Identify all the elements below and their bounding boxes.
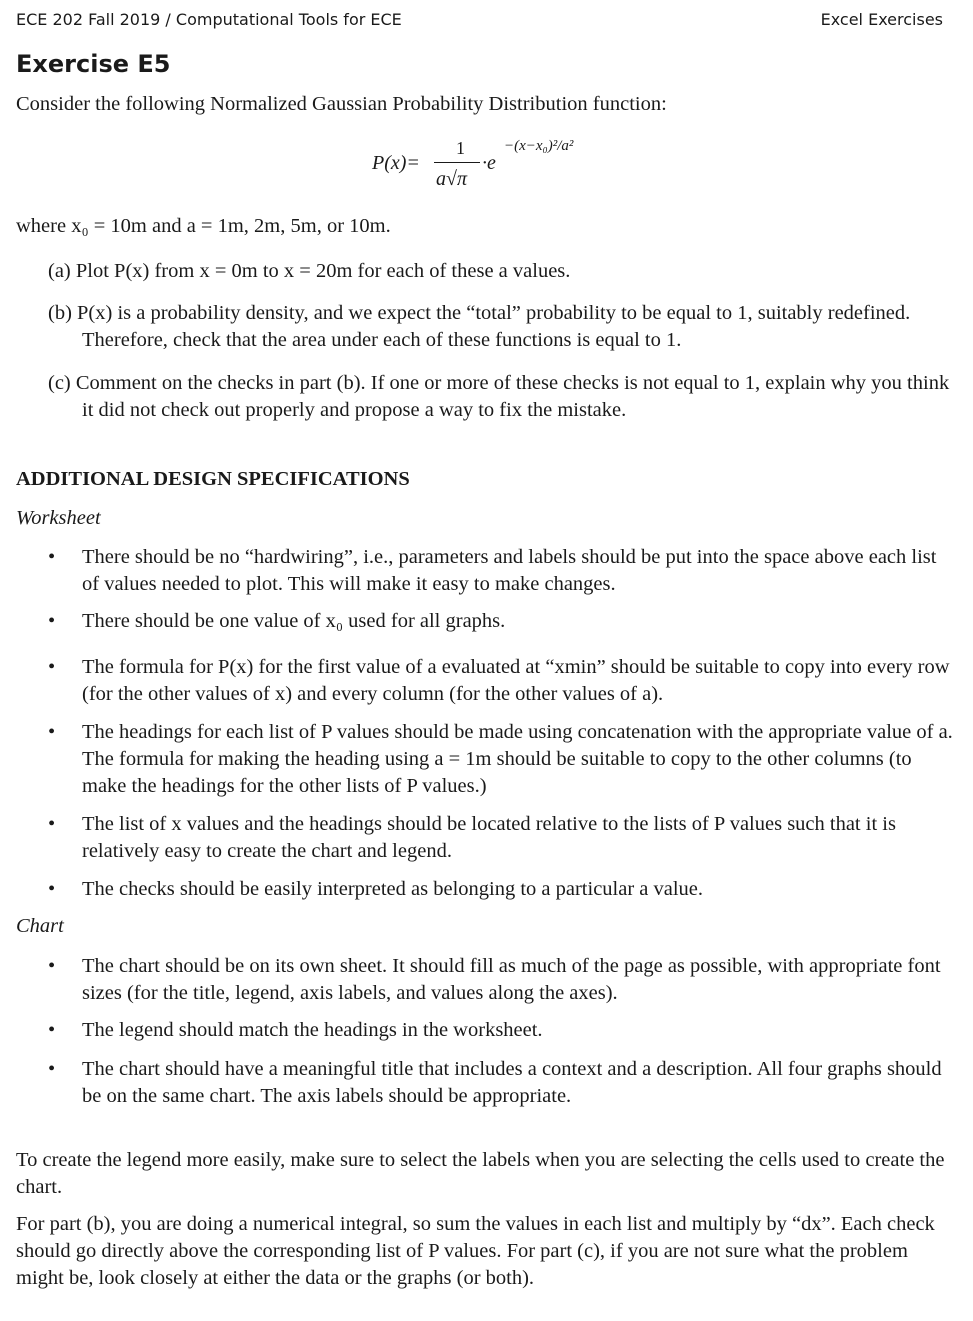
chart-bullet-3: The chart should have a meaningful title that includes a context and a description. All four graphs should be on the same chart. The axis labels should be appropriate. — [82, 1058, 942, 1107]
part-c: (c) Comment on the checks in part (b). If one or more of these checks is not equal to 1, explain why you think it did not check out properly and propose a way to fix the mistake. — [48, 372, 950, 421]
design-heading: ADDITIONAL DESIGN SPECIFICATIONS — [16, 468, 410, 490]
part-a: (a) Plot P(x) from x = 0m to x = 20m for each of these a values. — [48, 260, 571, 282]
formula-denominator: a√π — [436, 168, 467, 190]
exercise-title: Exercise E5 — [16, 50, 171, 78]
fraction-bar — [434, 162, 480, 163]
header-section: Excel Exercises — [820, 10, 943, 29]
closing-paragraph-2: For part (b), you are doing a numerical integral, so sum the values in each list and multiply by “dx”. Each check should go directly above the corresponding list of P values. For part (c), if you are not sure what the problem might be, look closely at either the data or the graphs (or both). — [16, 1213, 935, 1289]
worksheet-bullet-3: The formula for P(x) for the first value of a evaluated at “xmin” should be suitable to copy into every row (for the other values of x) and every column (for the other values of a). — [82, 656, 950, 705]
gaussian-formula — [370, 136, 630, 198]
chart-heading: Chart — [16, 915, 64, 937]
formula-lhs: P(x)= — [372, 152, 420, 174]
where-text: where x₀ = 10m and a = 1m, 2m, 5m, or 10m. — [16, 215, 391, 237]
closing-paragraph-1: To create the legend more easily, make sure to select the labels when you are selecting the cells used to create the chart. — [16, 1149, 945, 1198]
worksheet-bullet-4: The headings for each list of P values should be made using concatenation with the appropriate value of a. The formula for making the heading using a = 1m should be suitable to copy to the other columns (to make the headings for the other lists of P values.) — [82, 721, 953, 797]
intro-text: Consider the following Normalized Gaussian Probability Distribution function: — [16, 93, 667, 115]
page-header — [16, 10, 943, 32]
worksheet-bullet-1: There should be no “hardwiring”, i.e., parameters and labels should be put into the space above each list of values needed to plot. This will make it easy to make changes. — [82, 546, 937, 595]
chart-bullet-2: The legend should match the headings in the worksheet. — [82, 1019, 543, 1041]
formula-numerator: 1 — [456, 138, 465, 158]
chart-bullet-1: The chart should be on its own sheet. It should fill as much of the page as possible, with appropriate font sizes (for the title, legend, axis labels, and values along the axes). — [82, 955, 941, 1004]
formula-exponent: −(x−x₀)²/a² — [504, 138, 574, 154]
worksheet-bullet-6: The checks should be easily interpreted as belonging to a particular a value. — [82, 878, 704, 900]
part-b: (b) P(x) is a probability density, and we expect the “total” probability to be equal to 1, suitably redefined. Therefore, check that the area under each of these functions is equal to 1. — [48, 302, 911, 351]
worksheet-bullet-2: There should be one value of x₀ used for all graphs. — [82, 610, 506, 632]
worksheet-bullet-5: The list of x values and the headings should be located relative to the lists of P values such that it is relatively easy to create the chart and legend. — [82, 813, 896, 862]
header-course: ECE 202 Fall 2019 / Computational Tools for ECE — [16, 10, 402, 29]
worksheet-heading: Worksheet — [16, 507, 101, 529]
formula-dot-e: ·e — [482, 152, 496, 174]
